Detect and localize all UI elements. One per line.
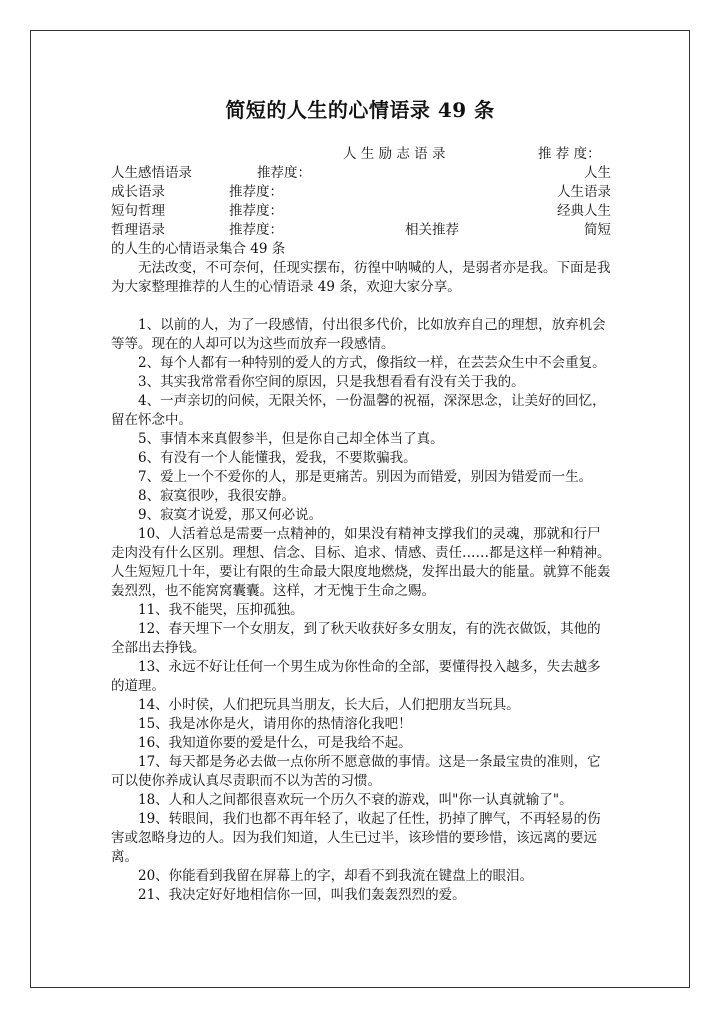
- header-link-growth[interactable]: 成长语录: [111, 184, 165, 200]
- quote-item: 12、春天埋下一个女朋友，到了秋天收获好多女朋友，有的洗衣做饭，其他的全部出去挣钱。: [111, 621, 601, 656]
- paragraph-spacer: [111, 297, 611, 316]
- header-link-life[interactable]: 人生: [584, 165, 611, 181]
- quote-item: 11、我不能哭，压抑孤独。: [138, 602, 304, 618]
- quote-item: 13、永远不好让任何一个男生成为你性命的全部，要懂得投入越多，失去越多的道理。: [111, 659, 601, 694]
- header-link-short-philosophy[interactable]: 短句哲理: [111, 203, 165, 219]
- header-link-short[interactable]: 简短: [584, 222, 611, 238]
- quote-item: 8、寂寞很吵，我很安静。: [138, 488, 296, 504]
- quote-item: 18、人和人之间都很喜欢玩一个历久不衰的游戏，叫"你一认真就输了"。: [138, 792, 573, 808]
- quote-item: 5、事情本来真假参半，但是你自己却全体当了真。: [138, 431, 444, 447]
- quote-item: 15、我是冰你是火，请用你的热情溶化我吧！: [138, 716, 412, 732]
- quote-item: 1、以前的人，为了一段感情，付出很多代价，比如放弃自己的理想，放弃机会等等。现在的人却可以为这些而放弃一段感情。: [111, 317, 606, 352]
- header-link-philosophy[interactable]: 哲理语录: [111, 222, 165, 238]
- header-rating-label: 推荐度：: [229, 203, 283, 219]
- quote-item: 7、爱上一个不爱你的人，那是更痛苦。别因为而错爱，别因为错爱而一生。: [138, 469, 593, 485]
- header-link-life-insight[interactable]: 人生感悟语录: [111, 165, 192, 181]
- page-title: 简短的人生的心情语录 49 条: [225, 98, 495, 122]
- quote-item: 17、每天都是务必去做一点你所不愿意做的事情。这是一条最宝贵的准则，它可以使你养成认真尽责职而不以为苦的习惯。: [111, 754, 601, 789]
- header-related-label: 相关推荐: [405, 222, 459, 238]
- quote-item: 21、我决定好好地相信你一回，叫我们轰轰烈烈的爱。: [138, 887, 466, 903]
- quote-item: 10、人活着总是需要一点精神的，如果没有精神支撑我们的灵魂，那就和行尸走肉没有什么区别。理想、信念、目标、追求、情感、责任……都是这样一种精神。人生短短几十年，要让有限的生命最大限度地燃烧，发挥出最大的能量。就算不能轰轰烈烈，也不能窝窝囊囊。这样，才无愧于生命之赐。: [111, 526, 611, 599]
- header-link-inspirational[interactable]: 人 生 励 志 语 录: [343, 146, 446, 162]
- quote-item: 16、我知道你要的爱是什么，可是我给不起。: [138, 735, 412, 751]
- intro-paragraph: 无法改变，不可奈何，任现实摆布，彷徨中呐喊的人，是弱者亦是我。下面是我为大家整理推荐的人生的心情语录 49 条，欢迎大家分享。: [111, 260, 611, 295]
- quote-item: 2、每个人都有一种特别的爱人的方式，像指纹一样，在芸芸众生中不会重复。: [138, 355, 606, 371]
- quote-item: 14、小时侯，人们把玩具当朋友，长大后，人们把朋友当玩具。: [138, 697, 520, 713]
- quote-item: 6、有没有一个人能懂我，爱我，不要欺骗我。: [138, 450, 417, 466]
- header-rating-label: 推荐度：: [229, 222, 283, 238]
- quote-item: 20、你能看到我留在屏幕上的字，却看不到我流在键盘上的眼泪。: [138, 868, 534, 884]
- quote-item: 3、其实我常常看你空间的原因，只是我想看看有没有关于我的。: [138, 374, 525, 390]
- header-rating-label: 推 荐 度：: [538, 146, 601, 162]
- header-rating-label: 推荐度：: [257, 165, 311, 181]
- header-link-life-quotes[interactable]: 人生语录: [557, 184, 611, 200]
- quote-item: 4、一声亲切的问候，无限关怀，一份温馨的祝福，深深思念，让美好的回忆，留在怀念中。: [111, 393, 606, 428]
- quote-item: 19、转眼间，我们也都不再年轻了，收起了任性，扔掉了脾气，不再轻易的伤害或忽略身边的人。因为我们知道，人生已过半，该珍惜的要珍惜，该远离的要远离。: [111, 811, 601, 865]
- header-link-classic-life[interactable]: 经典人生: [557, 203, 611, 219]
- header-rating-label: 推荐度：: [229, 184, 283, 200]
- article-body: [111, 259, 611, 905]
- header-link-continuation[interactable]: 的人生的心情语录集合 49 条: [111, 241, 286, 257]
- quote-item: 9、寂寞才说爱，那又何必说。: [138, 507, 323, 523]
